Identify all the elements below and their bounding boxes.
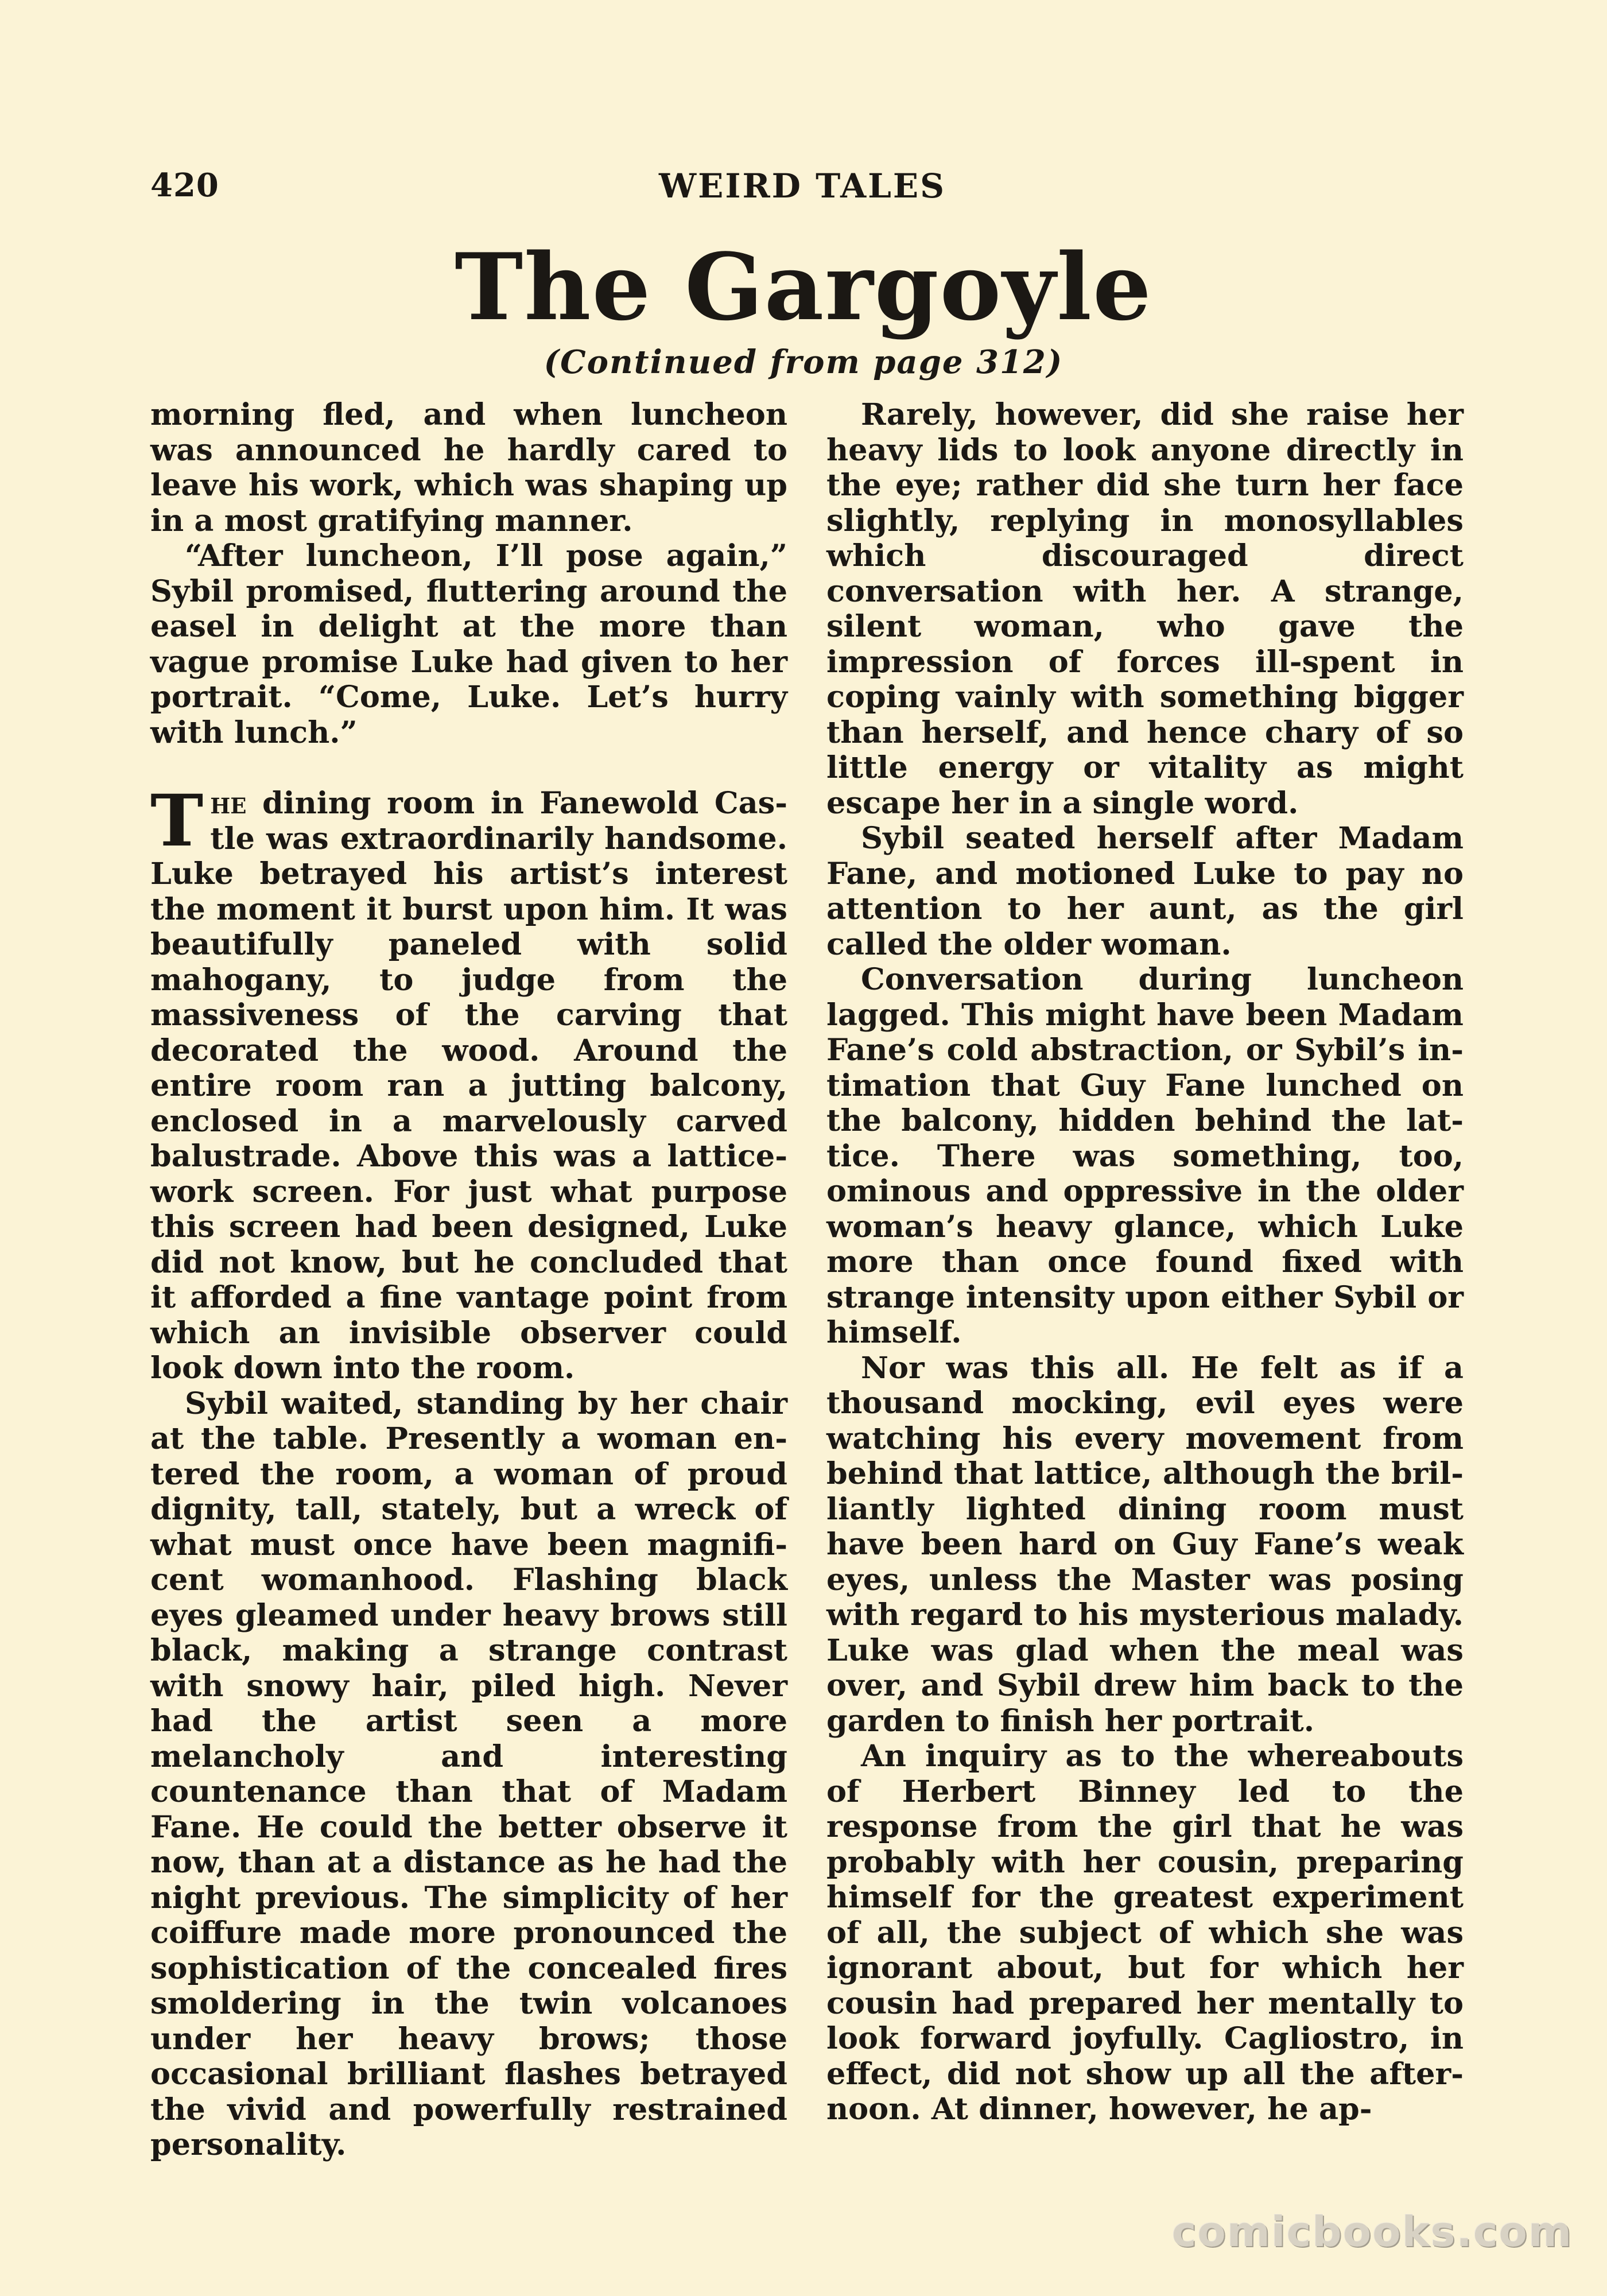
page-number: 420	[150, 166, 219, 204]
paragraph: An inquiry as to the whereabouts of Herbert Binney led to the response from the girl that he was probably with her cousin, preparing himself for the greatest experiment of all, the subject of which she was ignorant about, but for which her cousin had prepared her mentally to look forward joyfully. Cagliostro, in effect, did not show up all the afternoon. At dinner, however, he ap-	[826, 1739, 1464, 2127]
paragraph: Rarely, however, did she raise her heavy lids to look anyone directly in the eye; rather did she turn her face slightly, replying in monosyllables which discouraged direct conversation with her. A strange, silent woman, who gave the impression of forces ill-spent in coping vainly with something bigger than herself, and hence chary of so little energy or vitality as might escape her in a single word.	[826, 397, 1464, 821]
section-start-paragraph	[150, 779, 787, 1386]
paragraph: morning fled, and when luncheon was announced he hardly cared to leave his work, which was shaping up in a most gratifying manner.	[150, 397, 787, 538]
magazine-name: WEIRD TALES	[659, 166, 946, 205]
paragraph: Sybil seated herself after Madam Fane, and motioned Luke to pay no attention to her aunt, as the girl called the older woman.	[826, 821, 1464, 962]
right-column	[826, 397, 1464, 2127]
left-column	[150, 397, 787, 2163]
paragraph: Conversation during luncheon lagged. This might have been Madam Fane’s cold abstraction, or Sybil’s intimation that Guy Fane lunched on the balcony, hidden behind the lattice. There was something, too, ominous and oppressive in the older woman’s heavy glance, which Luke more than once found fixed with strange intensity upon either Sybil or himself.	[826, 962, 1464, 1350]
drop-cap: T	[150, 779, 204, 863]
paragraph: Nor was this all. He felt as if a thousand mocking, evil eyes were watching his every movement from behind that lattice, although the brilliantly lighted dining room must have been hard on Guy Fane’s weak eyes, unless the Master was posing with regard to his mysterious malady. Luke was glad when the meal was over, and Sybil drew him back to the garden to finish her portrait.	[826, 1350, 1464, 1739]
continuation-note: (Continued from page 312)	[544, 343, 1063, 381]
paragraph: Sybil waited, standing by her chair at the table. Presently a woman entered the room, a woman of proud dignity, tall, stately, but a wreck of what must once have been magnificent womanhood. Flashing black eyes gleamed under heavy brows still black, making a strange contrast with snowy hair, piled high. Never had the artist seen a more melancholy and interesting countenance than that of Madam Fane. He could the better observe it now, than at a distance as he had the night previous. The simplicity of her coiffure made more pronounced the sophistication of the concealed fires smoldering in the twin volcanoes under her heavy brows; those occasional brilliant flashes betrayed the vivid and powerfully restrained personality.	[150, 1386, 787, 2162]
small-caps-lead: he	[210, 786, 247, 821]
paragraph: “After luncheon, I’ll pose again,” Sybil promised, fluttering around the easel in delight at the more than vague promise Luke had given to her portrait. “Come, Luke. Let’s hurry with lunch.”	[150, 538, 787, 750]
story-title: The Gargoyle	[455, 233, 1152, 341]
paragraph-text: dining room in Fanewold Castle was extraordinarily handsome. Luke betrayed his artist’s interest the moment it burst upon him. It was beautifully paneled with solid mahogany, to judge from the massiveness of the carving that decorated the wood. Around the entire room ran a jutting balcony, enclosed in a marvelously carved balustrade. Above this was a lattice-work screen. For just what purpose this screen had been designed, Luke did not know, but he concluded that it afforded a fine vantage point from which an invisible observer could look down into the room.	[150, 786, 787, 1386]
site-watermark: comicbooks.com	[1171, 2208, 1573, 2256]
running-head	[150, 166, 954, 212]
